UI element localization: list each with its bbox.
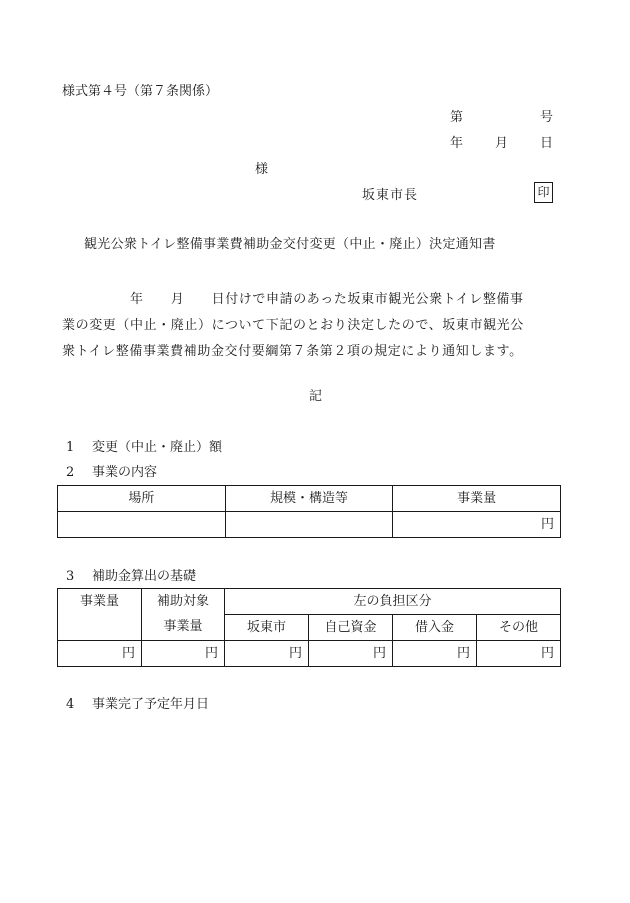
date-day-label: 日 (540, 136, 554, 151)
section-number: 1 (66, 440, 75, 455)
cell-subsidy-target[interactable]: 円 (142, 641, 225, 667)
section-2-heading (66, 465, 157, 481)
cell-business-amount[interactable]: 円 (58, 641, 142, 667)
header-burden-division: 左の負担区分 (225, 589, 561, 615)
header-bando-city: 坂東市 (225, 615, 309, 641)
body-line: 年 月 日付けで申請のあった坂東市観光公衆トイレ整備事 (62, 292, 524, 307)
addressee-suffix: 様 (255, 162, 269, 177)
header-own-funds: 自己資金 (309, 615, 393, 641)
cell-own-funds[interactable]: 円 (309, 641, 393, 667)
header-subsidy-target-top: 補助対象 (142, 589, 225, 615)
header-other: その他 (477, 615, 561, 641)
section-label: 変更（中止・廃止）額 (92, 440, 223, 455)
subsidy-basis-table (57, 588, 561, 667)
section-label: 事業完了予定年月日 (92, 697, 210, 712)
header-borrowings: 借入金 (393, 615, 477, 641)
cell-borrowings[interactable]: 円 (393, 641, 477, 667)
date-year-label: 年 (450, 136, 464, 151)
ki-heading: 記 (309, 389, 323, 404)
cell-location[interactable] (58, 512, 226, 538)
header-business-amount: 事業量 (393, 486, 561, 512)
section-3-heading (66, 569, 196, 585)
header-location: 場所 (58, 486, 226, 512)
body-line: 業の変更（中止・廃止）について下記のとおり決定したので、坂東市観光公 (62, 318, 524, 333)
section-1-heading (66, 440, 222, 456)
section-number: 4 (66, 697, 75, 712)
cell-scale-structure[interactable] (225, 512, 393, 538)
business-content-table (57, 485, 561, 538)
header-business-amount-cont (58, 615, 142, 641)
section-4-heading (66, 697, 209, 713)
section-number: 3 (66, 569, 75, 584)
section-label: 補助金算出の基礎 (92, 569, 197, 584)
body-paragraph (62, 287, 562, 365)
body-line: 衆トイレ整備事業費補助金交付要綱第７条第２項の規定により通知します。 (62, 344, 523, 359)
doc-number-suffix: 号 (540, 110, 554, 125)
document-title: 観光公衆トイレ整備事業費補助金交付変更（中止・廃止）決定通知書 (84, 237, 496, 252)
header-subsidy-target-bottom: 事業量 (142, 615, 225, 641)
header-business-amount: 事業量 (58, 589, 142, 615)
cell-business-amount[interactable]: 円 (393, 512, 561, 538)
doc-number-prefix: 第 (450, 110, 464, 125)
date-month-label: 月 (495, 136, 509, 151)
cell-other[interactable]: 円 (477, 641, 561, 667)
section-label: 事業の内容 (92, 465, 158, 480)
form-number: 様式第４号（第７条関係） (62, 84, 219, 99)
seal-stamp: 印 (534, 182, 553, 203)
header-scale-structure: 規模・構造等 (225, 486, 393, 512)
sender-name: 坂東市長 (362, 188, 419, 203)
section-number: 2 (66, 465, 75, 480)
cell-bando-city[interactable]: 円 (225, 641, 309, 667)
